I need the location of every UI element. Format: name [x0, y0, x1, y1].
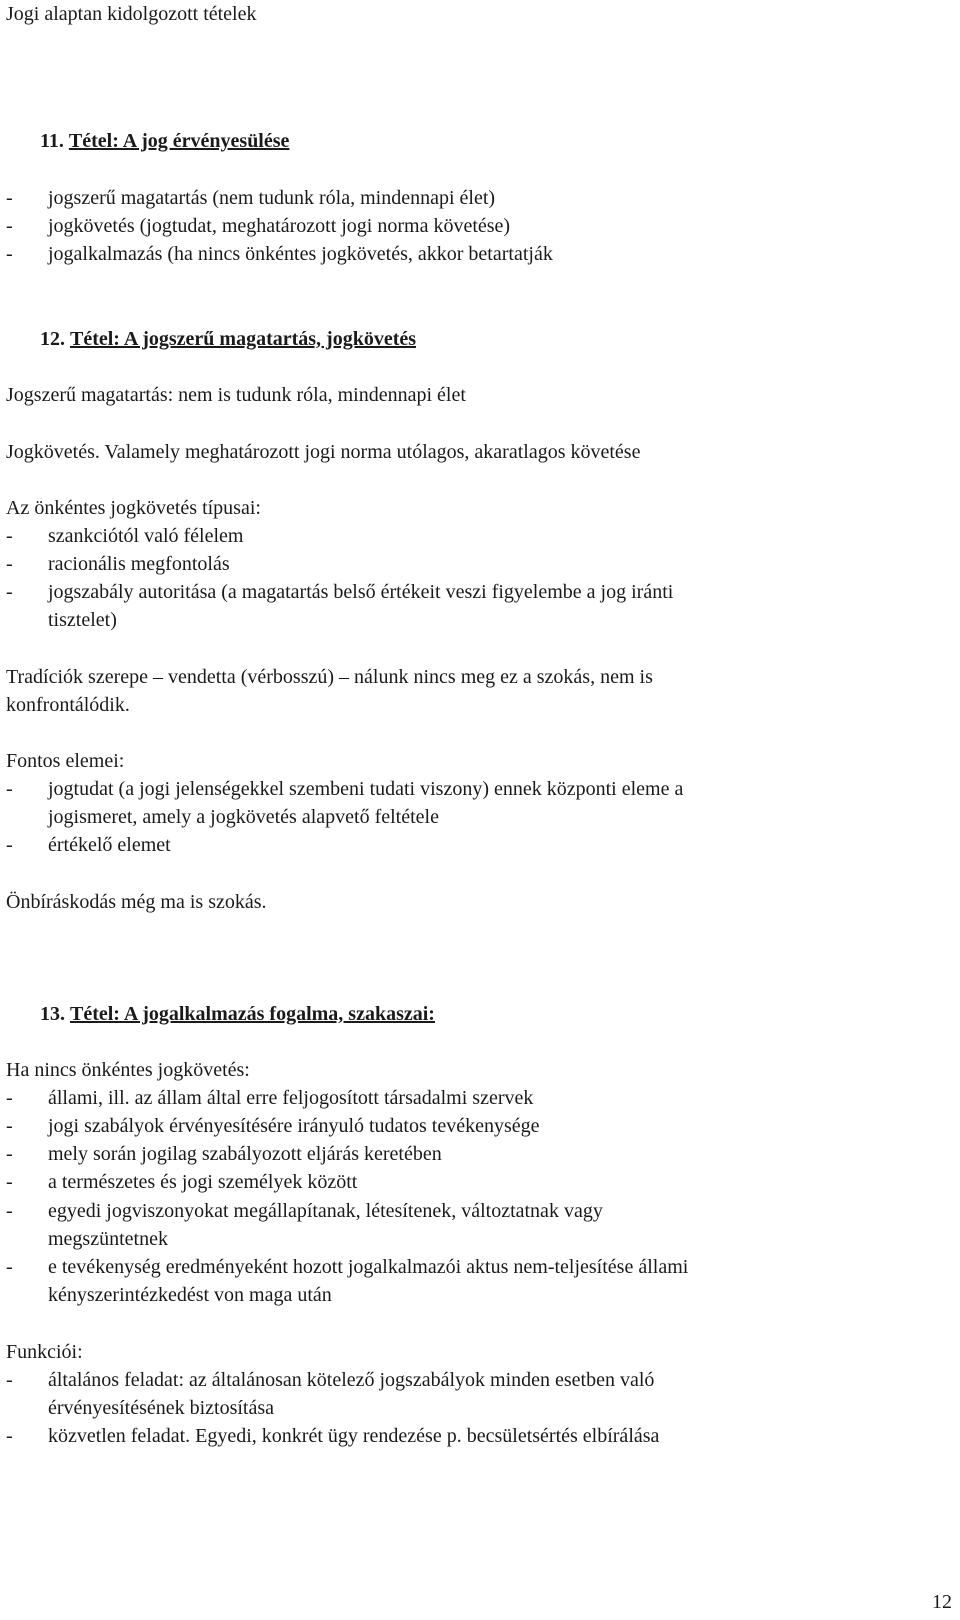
list-item: - egyedi jogviszonyokat megállapítanak, létesítenek, változtatnak vagy	[6, 1200, 603, 1222]
section-number: 11.	[40, 130, 64, 152]
section-title: Tétel: A jogalkalmazás fogalma, szakaszai:	[70, 1003, 435, 1025]
paragraph-continuation: konfrontálódik.	[6, 694, 130, 716]
list-item: - jogszerű magatartás (nem tudunk róla, mindennapi élet)	[6, 187, 496, 209]
paragraph: Jogkövetés. Valamely meghatározott jogi norma utólagos, akaratlagos követése	[6, 441, 641, 463]
list-heading: Az önkéntes jogkövetés típusai:	[6, 497, 261, 519]
paragraph: Jogszerű magatartás: nem is tudunk róla, mindennapi élet	[6, 384, 466, 406]
section-12-heading	[40, 327, 416, 351]
list-item: - e tevékenység eredményeként hozott jogalkalmazói aktus nem-teljesítése állami	[6, 1256, 689, 1278]
list-item: - jogi szabályok érvényesítésére irányuló tudatos tevékenysége	[6, 1115, 540, 1137]
paragraph: Tradíciók szerepe – vendetta (vérbosszú) – nálunk nincs meg ez a szokás, nem is	[6, 666, 653, 688]
list-item: - általános feladat: az általánosan kötelező jogszabályok minden esetben való	[6, 1369, 655, 1391]
list-item-continuation: tisztelet)	[48, 609, 117, 631]
section-number: 12.	[40, 328, 65, 350]
list-item-continuation: kényszerintézkedést von maga után	[48, 1284, 332, 1306]
list-item: - mely során jogilag szabályozott eljárás keretében	[6, 1143, 442, 1165]
paragraph: Önbíráskodás még ma is szokás.	[6, 891, 267, 913]
list-item: - közvetlen feladat. Egyedi, konkrét ügy rendezése p. becsületsértés elbírálása	[6, 1425, 660, 1447]
section-title: Tétel: A jogszerű magatartás, jogkövetés	[70, 328, 417, 350]
page-number: 12	[932, 1591, 952, 1613]
list-item: - jogtudat (a jogi jelenségekkel szembeni tudati viszony) ennek központi eleme a	[6, 778, 684, 800]
list-heading: Ha nincs önkéntes jogkövetés:	[6, 1059, 250, 1081]
list-item-continuation: jogismeret, amely a jogkövetés alapvető feltétele	[48, 806, 439, 828]
list-item: - állami, ill. az állam által erre feljogosított társadalmi szervek	[6, 1087, 534, 1109]
page-header: Jogi alaptan kidolgozott tételek	[6, 3, 257, 25]
list-heading: Funkciói:	[6, 1341, 83, 1363]
list-item: - szankciótól való félelem	[6, 525, 244, 547]
list-item: - értékelő elemet	[6, 834, 171, 856]
section-13-heading	[40, 1002, 435, 1026]
list-item: - a természetes és jogi személyek között	[6, 1171, 358, 1193]
list-item-continuation: érvényesítésének biztosítása	[48, 1397, 275, 1419]
list-heading: Fontos elemei:	[6, 750, 125, 772]
list-item: - jogalkalmazás (ha nincs önkéntes jogkövetés, akkor betartatják	[6, 243, 553, 265]
section-title: Tétel: A jog érvényesülése	[68, 130, 290, 152]
list-item-continuation: megszüntetnek	[48, 1228, 168, 1250]
list-item: - jogszabály autoritása (a magatartás belső értékeit veszi figyelembe a jog iránti	[6, 581, 674, 603]
section-11-heading	[40, 129, 289, 153]
list-item: - racionális megfontolás	[6, 553, 230, 575]
list-item: - jogkövetés (jogtudat, meghatározott jogi norma követése)	[6, 215, 511, 237]
section-number: 13.	[40, 1003, 65, 1025]
